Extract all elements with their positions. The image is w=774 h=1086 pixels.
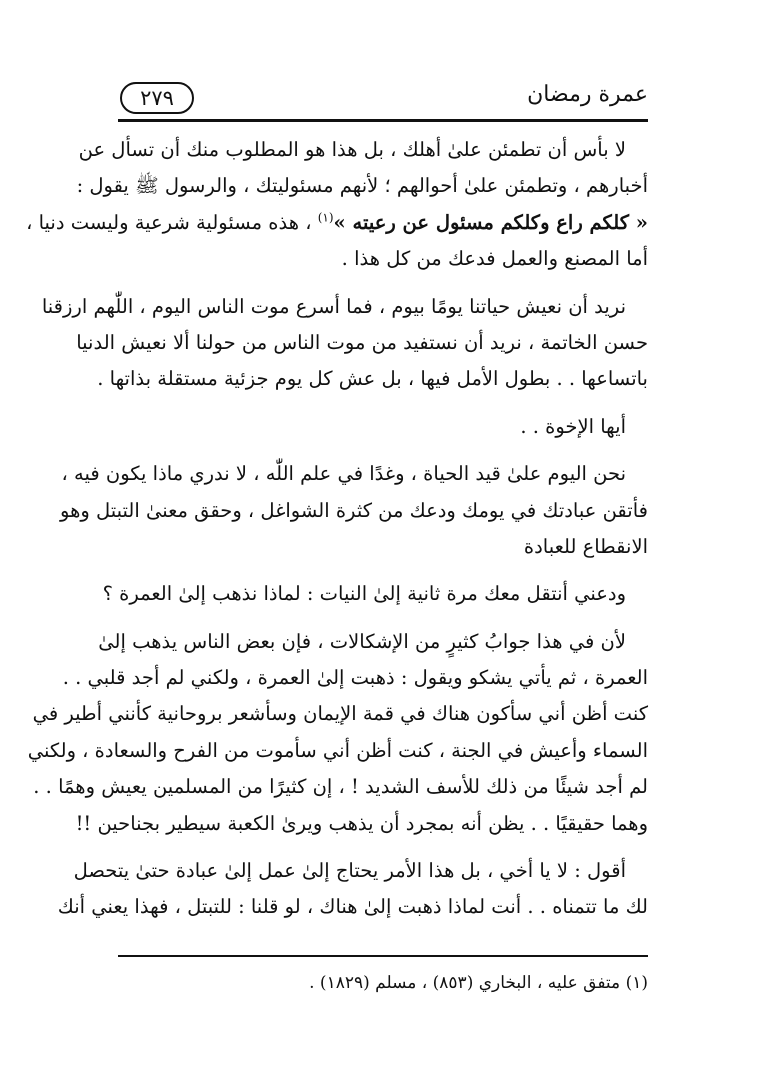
text-line: لك ما تتمناه . . أنت لماذا ذهبت إلىٰ هناك ، لو قلنا : للتبتل ، فهذا يعني أنك bbox=[57, 895, 648, 919]
running-title: عمرة رمضان bbox=[527, 82, 648, 107]
text-line: نحن اليوم علىٰ قيد الحياة ، وغدًا في علم اللّٰه ، لا ندري ماذا يكون فيه ، bbox=[61, 462, 626, 486]
text-line: أما المصنع والعمل فدعك من كل هذا . bbox=[341, 247, 648, 271]
text-line: لا بأس أن تطمئن علىٰ أهلك ، بل هذا هو المطلوب منك أن تسأل عن bbox=[78, 138, 626, 161]
text-fragment: ، هذه مسئولية شرعية وليست دنيا ، bbox=[26, 210, 312, 234]
text-line: الانقطاع للعبادة bbox=[523, 534, 648, 558]
text-line: نريد أن نعيش حياتنا يومًا بيوم ، فما أسرع موت الناس اليوم ، اللّٰهم ارزقنا bbox=[41, 294, 626, 318]
text-line: ودعني أنتقل معك مرة ثانية إلىٰ النيات : لماذا نذهب إلىٰ العمرة ؟ bbox=[102, 582, 626, 606]
text-line: العمرة ، ثم يأتي يشكو ويقول : ذهبت إلىٰ العمرة ، ولكني لم أجد قلبي . . bbox=[62, 666, 648, 690]
text-line: وهما حقيقيًا . . يظن أنه بمجرد أن يذهب ويرىٰ الكعبة سيطير بجناحين !! bbox=[75, 811, 648, 835]
footnote-rule bbox=[118, 955, 648, 957]
text-line: فأتقن عبادتك في يومك ودعك من كثرة الشواغل ، وحقق معنىٰ التبتل وهو bbox=[60, 498, 648, 522]
text-line: السماء وأعيش في الجنة ، كنت أظن أني سأموت من الفرح والسعادة ، ولكني bbox=[27, 738, 648, 762]
paragraph-gap bbox=[118, 565, 648, 576]
text-line: لم أجد شيئًا من ذلك للأسف الشديد ! ، إن كثيرًا من المسلمين يعيش وهمًا . . bbox=[33, 775, 648, 799]
page-number: ٢٧٩ bbox=[120, 82, 194, 114]
paragraph-gap bbox=[118, 278, 648, 289]
body-text bbox=[26, 132, 648, 926]
footnote: (١) متفق عليه ، البخاري (٨٥٣) ، مسلم (١٨٢٩) . bbox=[309, 973, 648, 993]
paragraph-gap bbox=[118, 445, 648, 456]
text-line: أيها الإخوة . . bbox=[520, 414, 626, 438]
page-header bbox=[118, 78, 648, 122]
text-line: أقول : لا يا أخي ، بل هذا الأمر يحتاج إلىٰ عمل إلىٰ عبادة حتىٰ يتحصل bbox=[73, 859, 626, 883]
text-line bbox=[26, 205, 648, 241]
hadith-quote: « كلكم راع وكلكم مسئول عن رعيته » bbox=[333, 210, 648, 234]
footnote-marker: (١) bbox=[317, 210, 334, 225]
header-rule bbox=[118, 119, 648, 122]
paragraph-gap bbox=[118, 398, 648, 409]
text-line: باتساعها . . بطول الأمل فيها ، بل عش كل يوم جزئية مستقلة بذاتها . bbox=[97, 367, 648, 391]
text-line: حسن الخاتمة ، نريد أن نستفيد من موت الناس من حولنا ألا نعيش الدنيا bbox=[76, 330, 648, 354]
text-line: كنت أظن أني سأكون هناك في قمة الإيمان وسأشعر بروحانية كأنني أطير في bbox=[32, 702, 648, 726]
text-line: أخبارهم ، وتطمئن علىٰ أحوالهم ؛ لأنهم مسئوليتك ، والرسول ﷺ يقول : bbox=[76, 174, 648, 198]
text-line: لأن في هذا جوابُ كثيرٍ من الإشكالات ، فإن بعض الناس يذهب إلىٰ bbox=[98, 629, 626, 653]
paragraph-gap bbox=[118, 613, 648, 624]
paragraph-gap bbox=[118, 842, 648, 853]
